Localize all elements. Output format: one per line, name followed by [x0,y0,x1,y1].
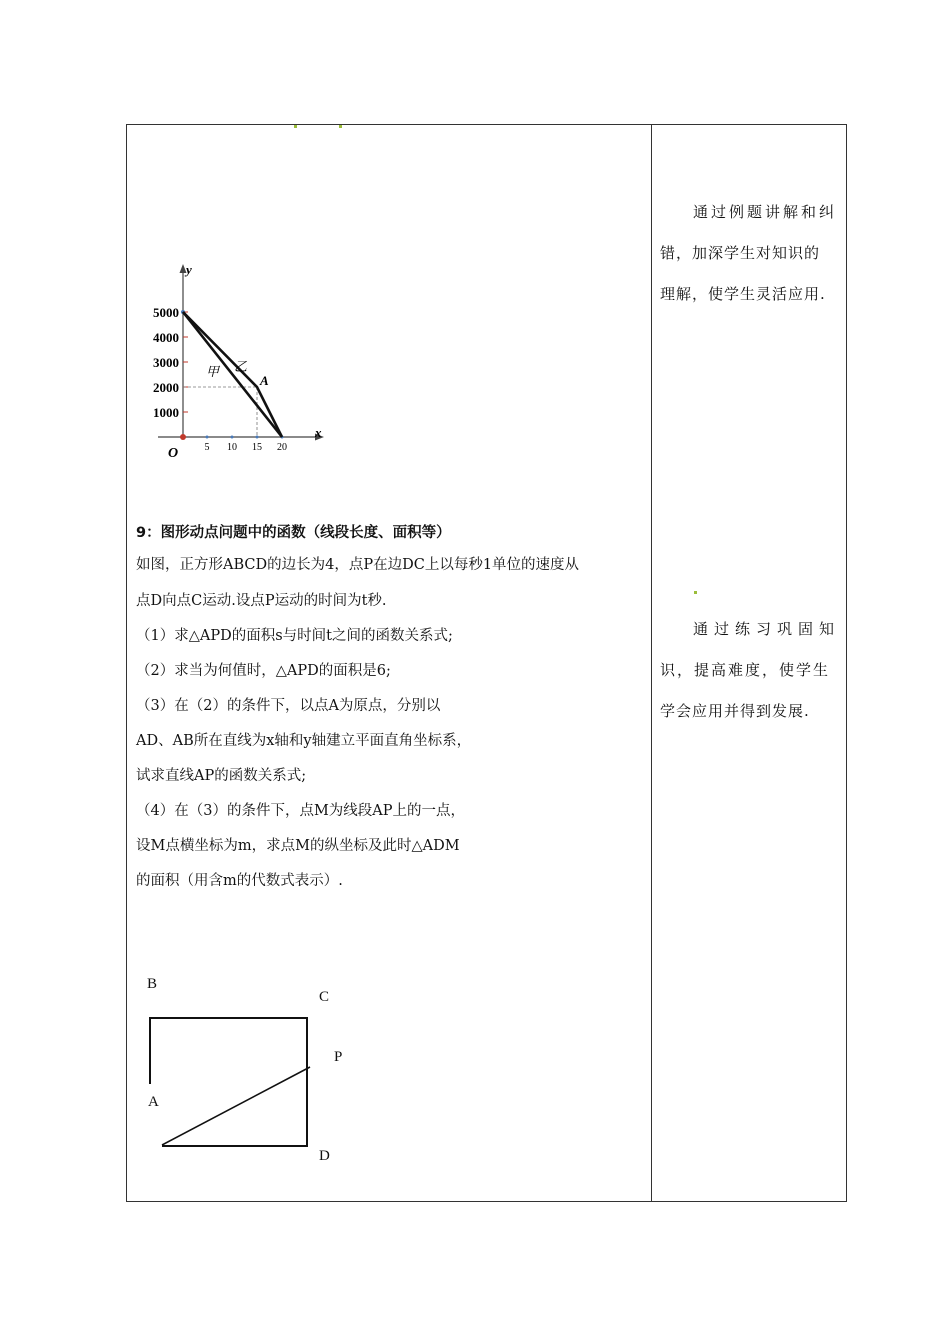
y-tick-label: 5000 [153,305,179,320]
side-note-line: 理解，使学生灵活应用. [660,285,826,303]
problem-line: 试求直线AP的函数关系式; [136,768,307,784]
side-note-1 [660,192,842,315]
decorative-dot [294,125,297,128]
x-tick-label: 20 [277,442,287,453]
side-note-line: 通过例题讲解和纠 [693,203,838,221]
decorative-dot [694,591,697,594]
side-note-line: 识，提高难度，使学生 [660,661,831,679]
problem-line: 如图，正方形ABCD的边长为4，点P在边DC上以每秒1单位的速度从 [136,557,580,573]
x-tick-label: 10 [227,442,237,453]
label-b: B [147,976,158,992]
y-tick-label: 1000 [153,405,179,420]
problem-line: 设M点横坐标为m，求点M的纵坐标及此时△ADM [136,838,460,854]
y-axis-label: y [186,262,192,277]
x-tick-label: 5 [204,442,210,453]
line-jia-label: 甲 [206,365,220,380]
x-axis-label: x [315,425,322,440]
side-note-line: 错，加深学生对知识的 [660,244,821,262]
origin-label: O [168,446,179,461]
problem-line: （2）求当为何值时，△APD的面积是6; [136,663,391,679]
label-d: D [319,1148,330,1164]
distance-time-graph [138,258,338,468]
problem-line: 的面积（用含m的代数式表示）. [136,873,343,889]
point-a-label: A [260,373,269,388]
line-yi-label: 乙 [234,360,248,375]
problem-line: （3）在（2）的条件下，以点A为原点，分别以 [136,698,441,714]
y-tick-label: 4000 [153,330,179,345]
y-tick-label: 3000 [153,355,179,370]
problem-line: AD、AB所在直线为x轴和y轴建立平面直角坐标系， [136,733,472,749]
problem-section [136,519,646,899]
problem-title: 9：图形动点问题中的函数（线段长度、面积等） [136,525,451,541]
problem-line: （1）求△APD的面积s与时间t之间的函数关系式; [136,628,453,644]
x-tick-mark [231,436,234,439]
origin-point [180,434,186,440]
x-tick-mark [206,436,209,439]
y-tick-label: 2000 [153,380,179,395]
label-a: A [148,1094,159,1110]
column-divider [651,124,652,1202]
square-outline [150,1018,307,1146]
square-figure [140,970,343,1160]
decorative-dot [339,125,342,128]
segment-ap [162,1067,310,1145]
side-note-2 [660,609,842,732]
side-note-line: 学会应用并得到发展. [660,702,810,720]
side-note-line: 通过练习巩固知 [693,620,841,638]
problem-line: （4）在（3）的条件下，点M为线段AP上的一点， [136,803,466,819]
label-c: C [319,989,330,1005]
label-p: P [334,1049,343,1065]
x-tick-label: 15 [252,442,262,453]
problem-line: 点D向点C运动.设点P运动的时间为t秒. [136,593,387,609]
